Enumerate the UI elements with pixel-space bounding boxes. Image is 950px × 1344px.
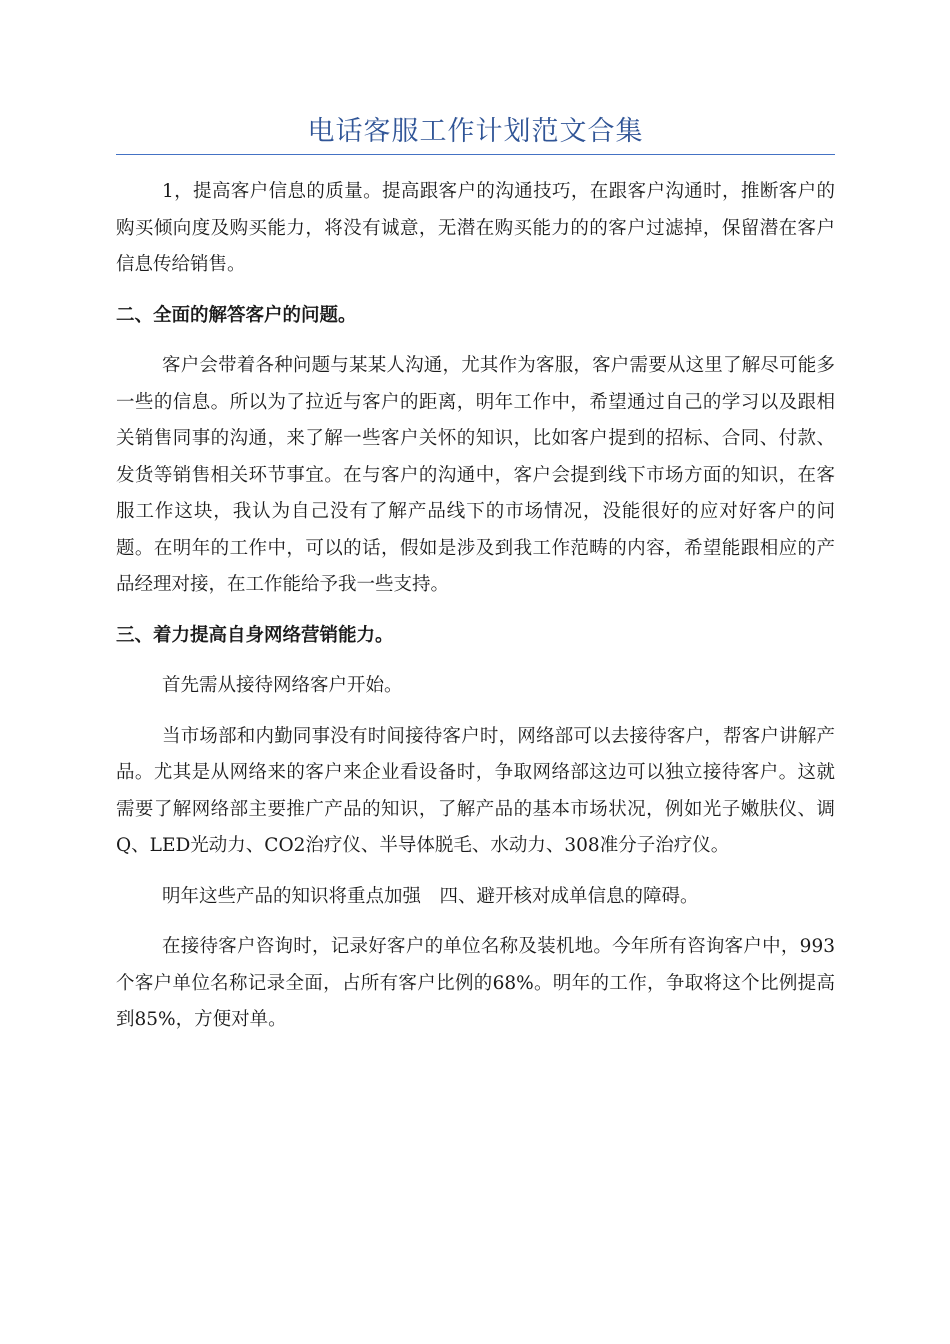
paragraph-reception: 当市场部和内勤同事没有时间接待客户时，网络部可以去接待客户，帮客户讲解产品。尤其是从网络来的客户来企业看设备时，争取网络部这边可以独立接待客户。这就需要了解网络部主要推广产品的知识，了解产品的基本市场状况，例如光子嫩肤仪、调Q、LED光动力、CO2治疗仪、半导体脱毛、水动力、308准分子治疗仪。 (116, 725, 835, 856)
paragraph-answer-questions: 客户会带着各种问题与某某人沟通，尤其作为客服，客户需要从这里了解尽可能多一些的信息。所以为了拉近与客户的距离，明年工作中，希望通过自己的学习以及跟相关销售同事的沟通，来了解一些客户关怀的知识，比如客户提到的招标、合同、付款、发货等销售相关环节事宜。在与客户的沟通中，客户会提到线下市场方面的知识，在客服工作这块，我认为自己没有了解产品线下的市场情况，没能很好的应对好客户的问题。在明年的工作中，可以的话，假如是涉及到我工作范畴的内容，希望能跟相应的产品经理对接，在工作能给予我一些支持。 (116, 355, 835, 595)
document-page (116, 112, 835, 1039)
paragraph-product-knowledge: 明年这些产品的知识将重点加强 四、避开核对成单信息的障碍。 (162, 885, 699, 907)
document-title: 电话客服工作计划范文合集 (307, 116, 644, 147)
paragraph-customer-info-quality: 1，提高客户信息的质量。提高跟客户的沟通技巧，在跟客户沟通时，推断客户的购买倾向度及购买能力，将没有诚意，无潜在购买能力的的客户过滤掉，保留潜在客户信息传给销售。 (116, 181, 835, 275)
paragraph-customer-records: 在接待客户咨询时，记录好客户的单位名称及装机地。今年所有咨询客户中，993个客户单位名称记录全面，占所有客户比例的68%。明年的工作，争取将这个比例提高到85%，方便对单。 (116, 936, 835, 1030)
section-heading-2: 二、全面的解答客户的问题。 (116, 304, 357, 326)
section-heading-3: 三、着力提高自身网络营销能力。 (116, 624, 394, 646)
paragraph-network-customers: 首先需从接待网络客户开始。 (162, 675, 403, 696)
